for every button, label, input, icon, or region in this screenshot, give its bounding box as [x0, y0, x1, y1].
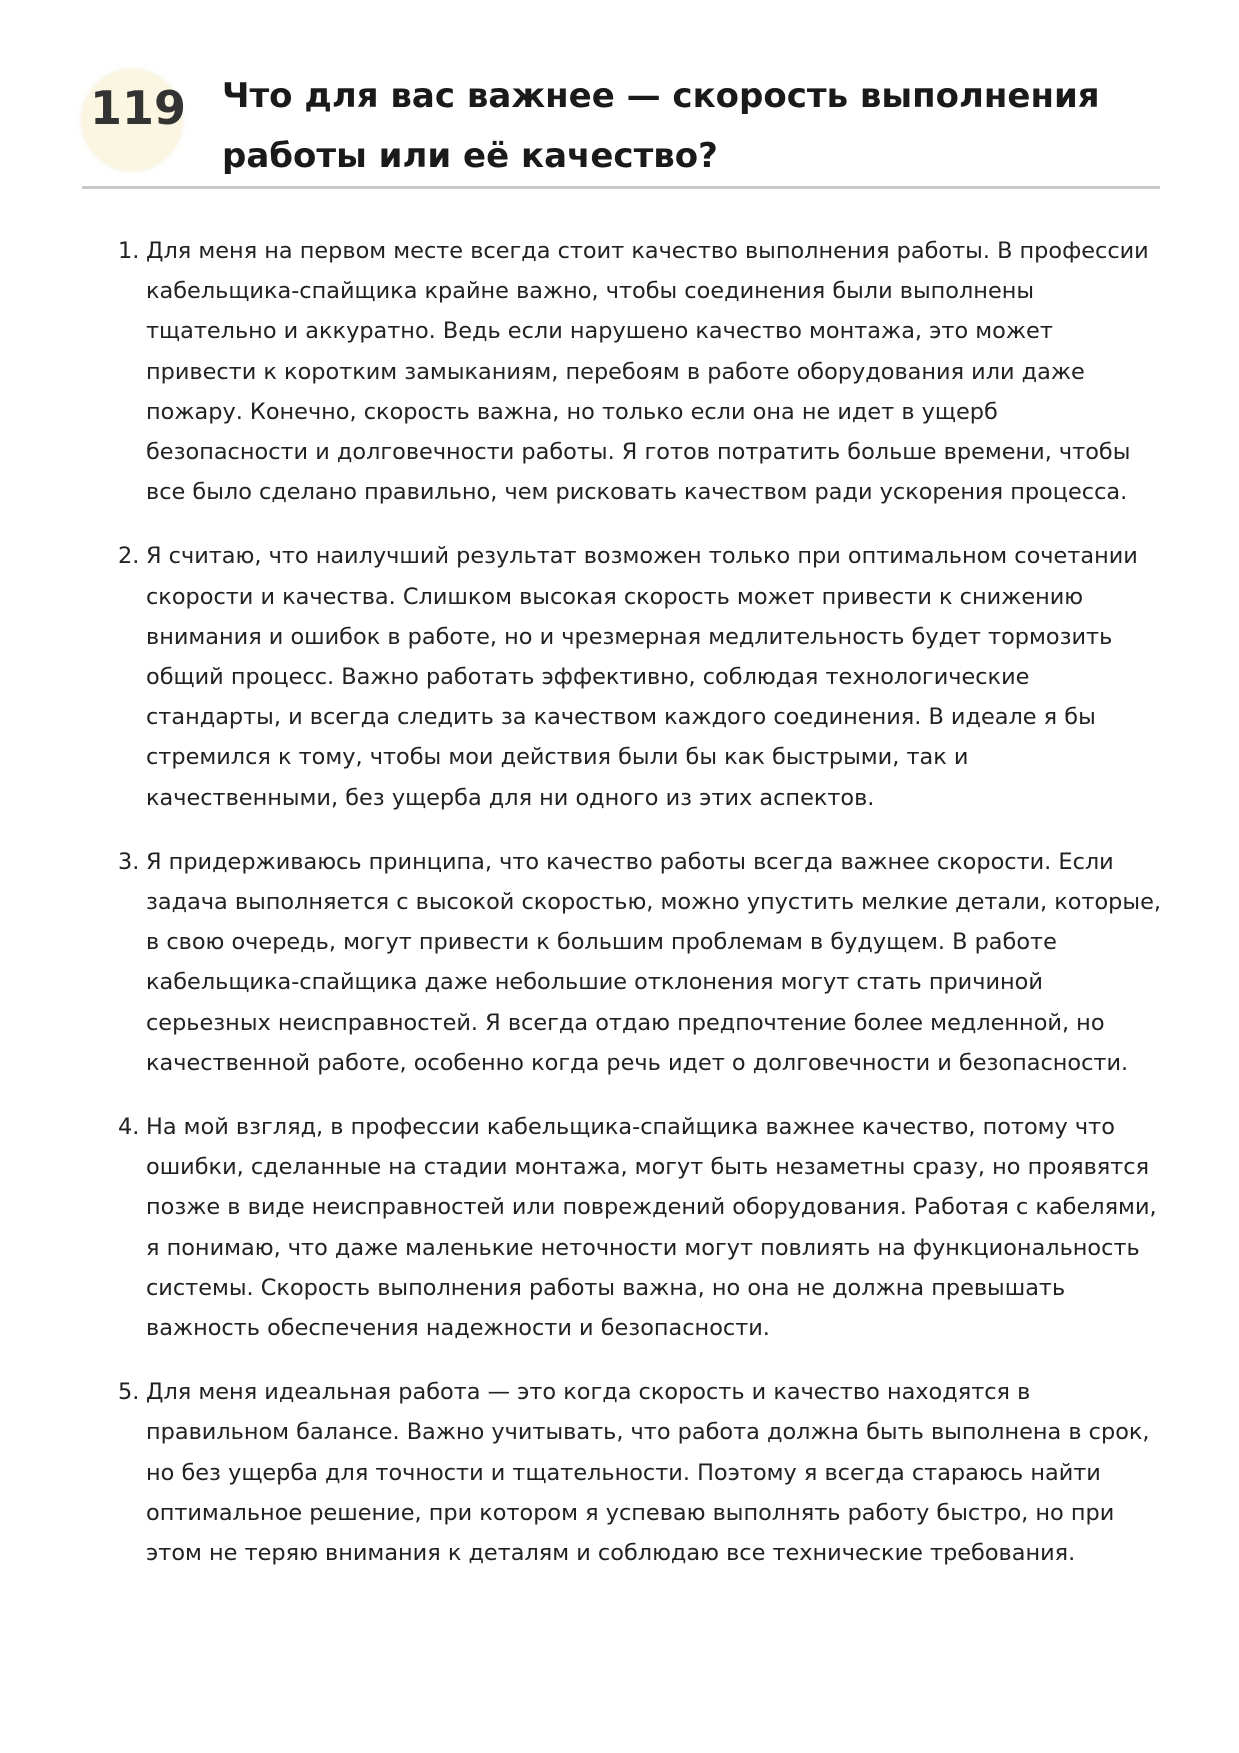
answer-text: Я придерживаюсь принципа, что качество работы всегда важнее скорости. Если задача выполняется с высокой скоростью, можно упустить мелкие детали, которые, в свою очередь, могут привести к большим проблемам в будущем. В работе кабельщика-спайщика даже небольшие отклонения могут стать причиной серьезных неисправностей. Я всегда отдаю предпочтение более медленной, но качественной работе, особенно когда речь идет о долговечности и безопасности. [146, 848, 1161, 1076]
answer-text: На мой взгляд, в профессии кабельщика-спайщика важнее качество, потому что ошибки, сделанные на стадии монтажа, могут быть незаметны сразу, но проявятся позже в виде неисправностей или повреждений оборудования. Работая с кабелями, я понимаю, что даже маленькие неточности могут повлиять на функциональность системы. Скорость выполнения работы важна, но она не должна превышать важность обеспечения надежности и безопасности. [146, 1114, 1157, 1342]
answer-item [118, 1107, 1162, 1348]
header-divider [82, 186, 1160, 189]
answer-text: Я считаю, что наилучший результат возможен только при оптимальном сочетании скорости и качества. Слишком высокая скорость может привести к снижению внимания и ошибок в работе, но и чрезмерная медлительность будет тормозить общий процесс. Важно работать эффективно, соблюдая технологические стандарты, и всегда следить за качеством каждого соединения. В идеале я бы стремился к тому, чтобы мои действия были бы как быстрыми, так и качественными, без ущерба для ни одного из этих аспектов. [146, 543, 1138, 811]
answer-number: 4. [118, 1114, 140, 1141]
answer-number: 3. [118, 848, 140, 875]
answer-item [118, 231, 1162, 512]
answer-item [118, 842, 1162, 1083]
answer-number: 5. [118, 1379, 140, 1406]
answer-item [118, 1372, 1162, 1573]
answer-number: 1. [118, 238, 140, 264]
answer-item [118, 536, 1162, 817]
question-title: Что для вас важнее — скорость выполнения работы или её качество? [222, 76, 1100, 176]
question-number: 119 [89, 81, 187, 135]
question-header [82, 58, 1160, 188]
answer-text: Для меня идеальная работа — это когда скорость и качество находятся в правильном балансе. Важно учитывать, что работа должна быть выполнена в срок, но без ущерба для точности и тщательности. Поэтому я всегда стараюсь найти оптимальное решение, при котором я успеваю выполнять работу быстро, но при этом не теряю внимания к деталям и соблюдаю все технические требования. [146, 1379, 1150, 1567]
answers-list [118, 231, 1162, 1597]
answer-text: Для меня на первом месте всегда стоит качество выполнения работы. В профессии кабельщика-спайщика крайне важно, чтобы соединения были выполнены тщательно и аккуратно. Ведь если нарушено качество монтажа, это может привести к коротким замыканиям, перебоям в работе оборудования или даже пожару. Конечно, скорость важна, но только если она не идет в ущерб безопасности и долговечности работы. Я готов потратить больше времени, чтобы все было сделано правильно, чем рисковать качеством ради ускорения процесса. [146, 238, 1149, 506]
answer-number: 2. [118, 543, 140, 570]
